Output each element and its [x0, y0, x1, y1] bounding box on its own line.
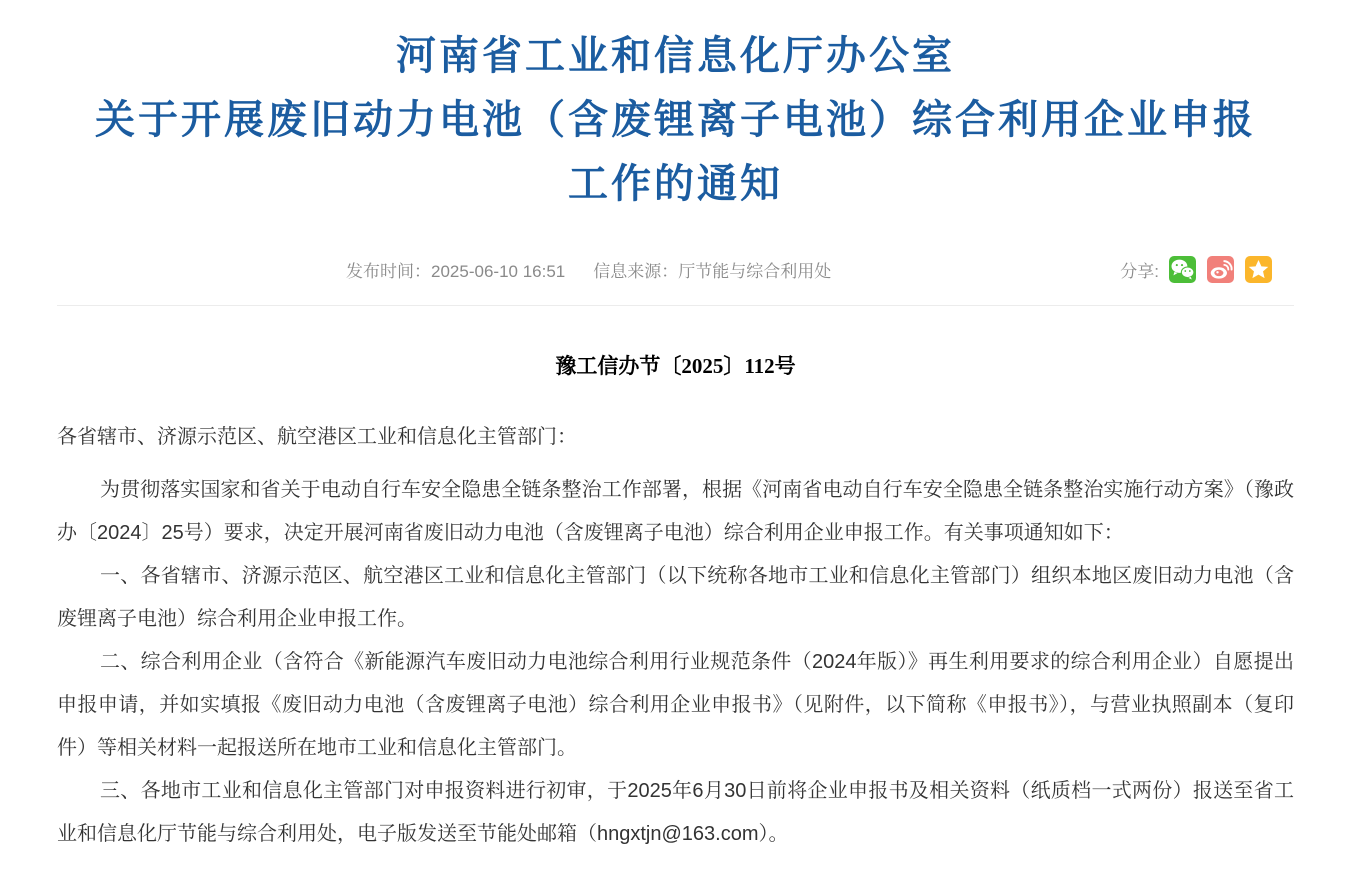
publish-time-value: 2025-06-10 16:51 [431, 262, 566, 281]
star-icon [1245, 256, 1272, 283]
publish-time-label: 发布时间： [346, 262, 432, 281]
title-line-3: 工作的通知 [568, 162, 783, 206]
source-label: 信息来源： [593, 262, 679, 281]
paragraph-item-2: 二、综合利用企业（含符合《新能源汽车废旧动力电池综合利用行业规范条件（2024年版）》再生利用要求的综合利用企业）自愿提出申报申请，并如实填报《废旧动力电池（含废锂离子电池）综合利用企业申报书》（见附件，以下简称《申报书》），与营业执照副本（复印件）等相关材料一起报送所在地市工业和信息化主管部门。 [57, 651, 1294, 759]
paragraph-intro: 为贯彻落实国家和省关于电动自行车安全隐患全链条整治工作部署，根据《河南省电动自行车安全隐患全链条整治实施行动方案》（豫政办〔2024〕25号）要求，决定开展河南省废旧动力电池（含废锂离子电池）综合利用企业申报工作。有关事项通知如下： [57, 479, 1294, 544]
title-line-1: 河南省工业和信息化厅办公室 [396, 34, 955, 78]
meta-info [57, 257, 1120, 282]
paragraph-item-1: 一、各省辖市、济源示范区、航空港区工业和信息化主管部门（以下统称各地市工业和信息化主管部门）组织本地区废旧动力电池（含废锂离子电池）综合利用企业申报工作。 [57, 565, 1294, 630]
weibo-share-icon[interactable] [1207, 256, 1234, 283]
share-label: 分享: [1120, 262, 1159, 281]
title-line-2: 关于开展废旧动力电池（含废锂离子电池）综合利用企业申报 [95, 98, 1256, 142]
article-body [57, 416, 1294, 856]
salutation: 各省辖市、济源示范区、航空港区工业和信息化主管部门： [57, 426, 577, 448]
article-meta-bar [57, 256, 1294, 306]
page-title [57, 24, 1294, 216]
qzone-share-icon[interactable] [1245, 256, 1272, 283]
source-value: 厅节能与综合利用处 [678, 262, 832, 281]
paragraph-item-3: 三、各地市工业和信息化主管部门对申报资料进行初审，于2025年6月30日前将企业申报书及相关资料（纸质档一式两份）报送至省工业和信息化厅节能与综合利用处，电子版发送至节能处邮箱（hngxtjn@163.com）。 [57, 780, 1294, 845]
share-toolbar [1120, 256, 1294, 283]
wechat-icon-glyph [1169, 256, 1196, 283]
weibo-icon-glyph [1207, 256, 1234, 283]
document-number: 豫工信办节〔2025〕112号 [555, 354, 796, 378]
wechat-share-icon[interactable] [1169, 256, 1196, 283]
